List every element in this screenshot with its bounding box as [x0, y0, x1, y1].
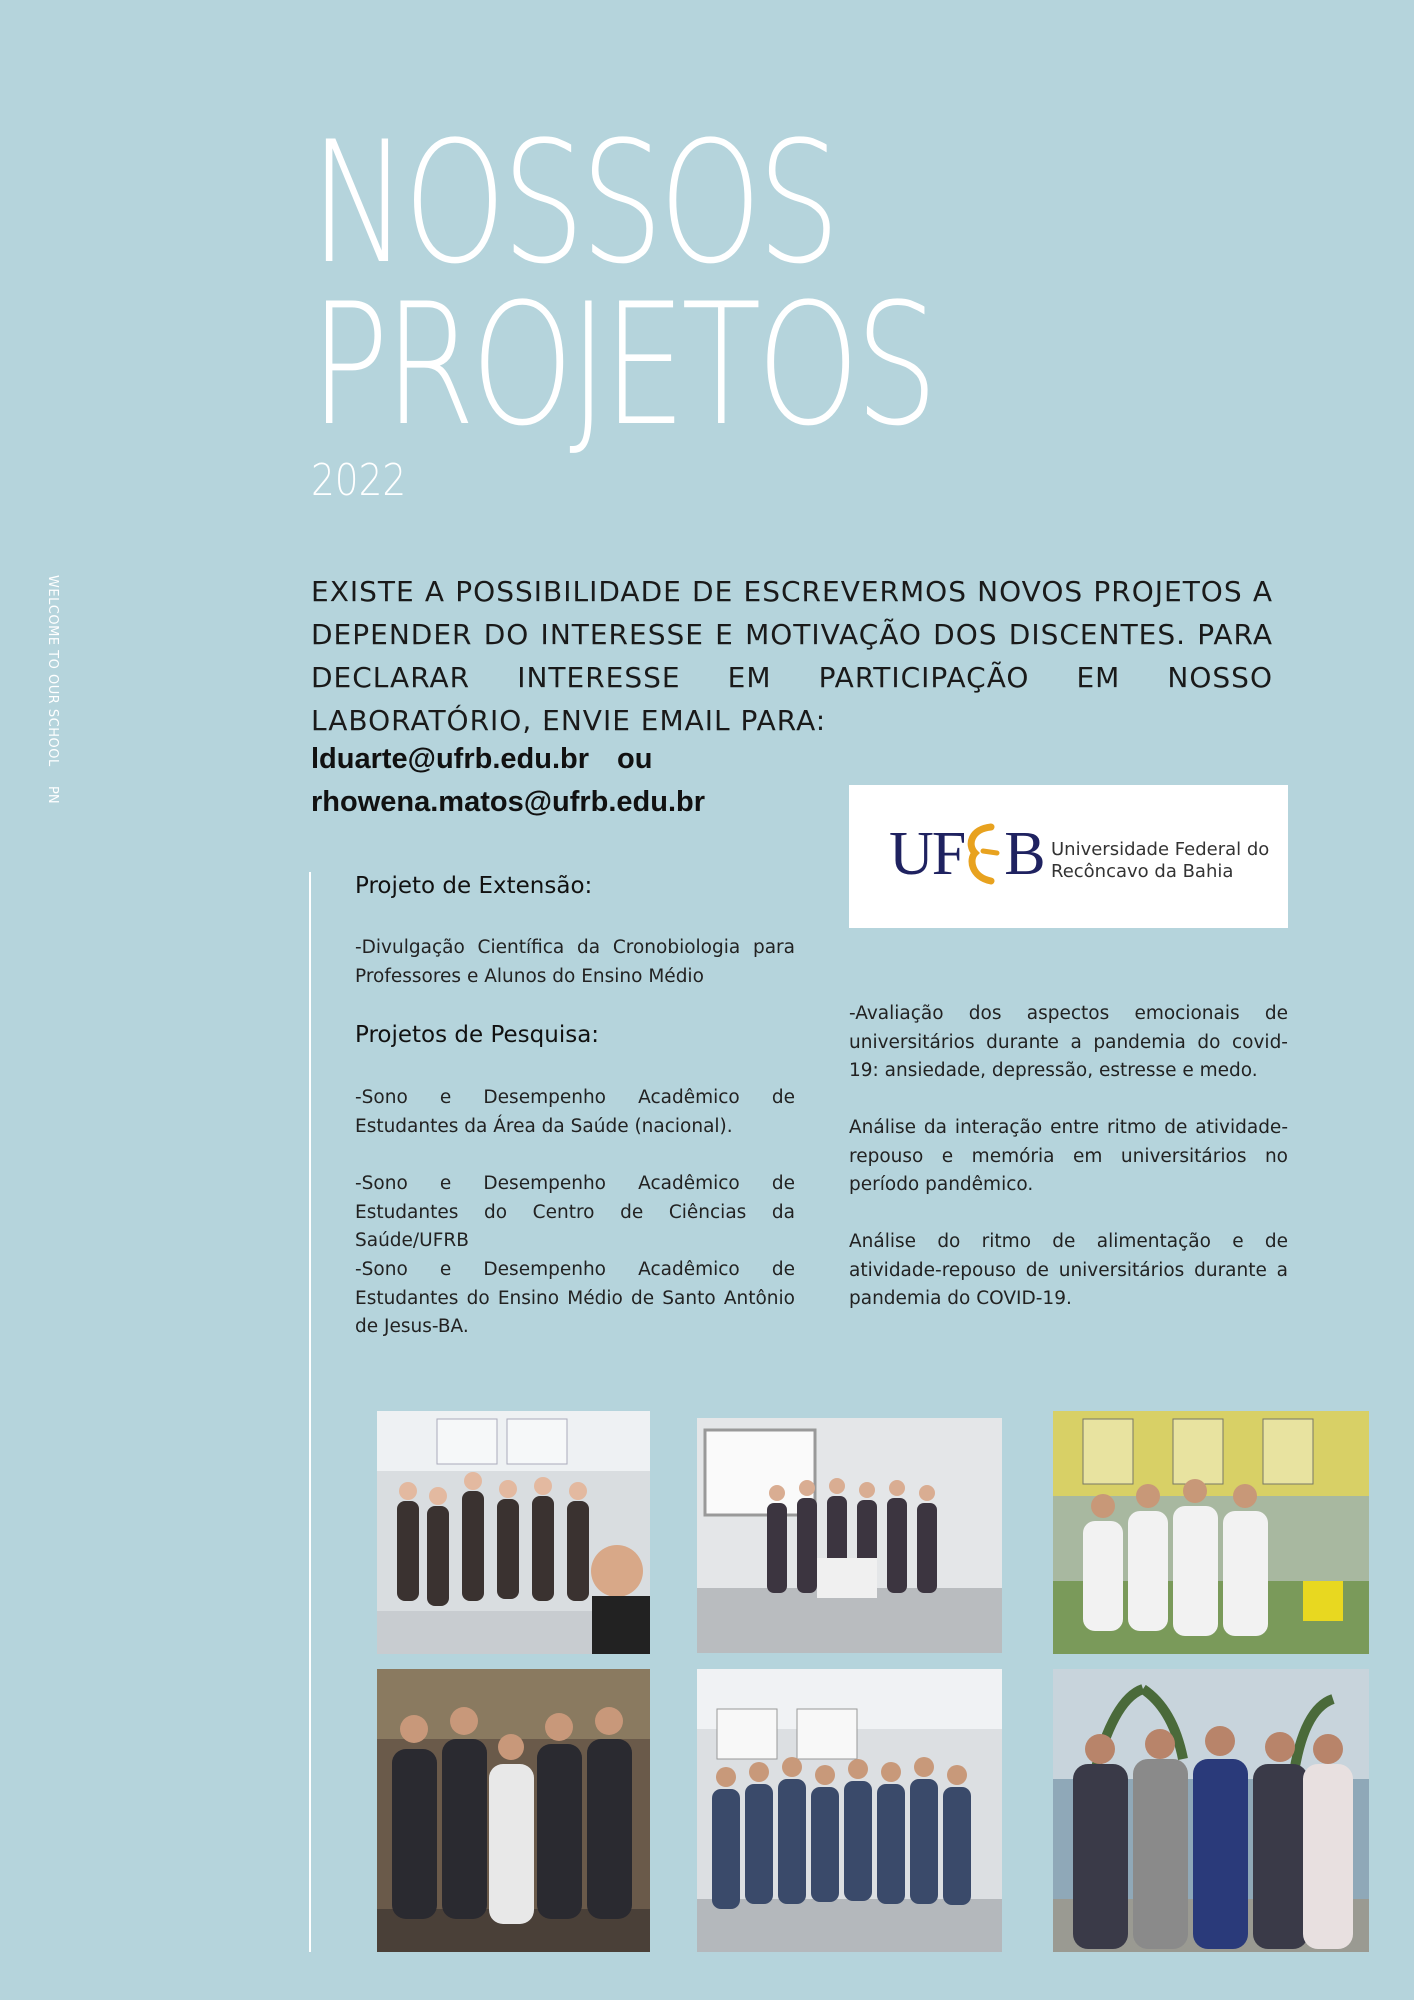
page-title [310, 105, 934, 463]
group-photo-4 [377, 1669, 650, 1952]
page-title-line1: NOSSOS [310, 105, 836, 301]
ufrb-logo-name-line2: Recôncavo da Bahia [1051, 861, 1234, 882]
group-photo-1 [377, 1411, 650, 1654]
extension-item: -Divulgação Científica da Cronobiologia para Professores e Alunos do Ensino Médio [355, 937, 795, 987]
research-item-left-1: -Sono e Desempenho Acadêmico de Estudantes da Área da Saúde (nacional). [355, 1087, 795, 1137]
ufrb-logo [849, 785, 1288, 928]
ufrb-logo-profile-icon [957, 823, 1013, 885]
sidebar-initials: PN [45, 786, 60, 804]
ufrb-logo-b: B [1004, 820, 1044, 888]
research-item-right-1: -Avaliação dos aspectos emocionais de universitários durante a pandemia do covid-19: ansiedade, depressão, estresse e medo. [849, 1003, 1288, 1081]
email-link-lduarte[interactable]: lduarte@ufrb.edu.br [311, 743, 590, 775]
group-photo-5 [697, 1669, 1002, 1952]
email-link-rhowena[interactable]: rhowena.matos@ufrb.edu.br [311, 786, 706, 818]
or-word: ou [617, 743, 653, 775]
email-line-1 [311, 743, 652, 776]
research-item-left-2: -Sono e Desempenho Acadêmico de Estudantes do Centro de Ciências da Saúde/UFRB [355, 1173, 795, 1251]
page-year: 2022 [311, 455, 407, 506]
research-item-right-2: Análise da interação entre ritmo de atividade-repouso e memória em universitários no período pandêmico. [849, 1117, 1288, 1195]
group-photo-2 [697, 1418, 1002, 1653]
intro-text: EXISTE A POSSIBILIDADE DE ESCREVERMOS NOVOS PROJETOS A DEPENDER DO INTERESSE E MOTIVAÇÃO DOS DISCENTES. PARA DECLARAR INTERESSE EM PARTICIPAÇÃO EM NOSSO LABORATÓRIO, ENVIE EMAIL PARA: [311, 575, 1273, 737]
group-photo-3 [1053, 1411, 1369, 1654]
ufrb-logo-name-line1: Universidade Federal do [1051, 839, 1270, 860]
page-title-line2: PROJETOS [310, 267, 934, 463]
group-photo-6 [1053, 1669, 1369, 1952]
sidebar-welcome-text: WELCOME TO OUR SCHOOL [45, 575, 60, 767]
extension-heading: Projeto de Extensão: [355, 873, 593, 899]
research-heading: Projetos de Pesquisa: [355, 1022, 600, 1048]
vertical-divider [309, 872, 311, 1952]
research-item-right-3: Análise do ritmo de alimentação e de atividade-repouso de universitários durante a pandemia do COVID-19. [849, 1231, 1288, 1309]
research-item-left-3: -Sono e Desempenho Acadêmico de Estudantes do Ensino Médio de Santo Antônio de Jesus-BA. [355, 1259, 795, 1337]
ufrb-logo-name [1051, 839, 1269, 883]
ufrb-logo-uf: UF [889, 820, 965, 888]
